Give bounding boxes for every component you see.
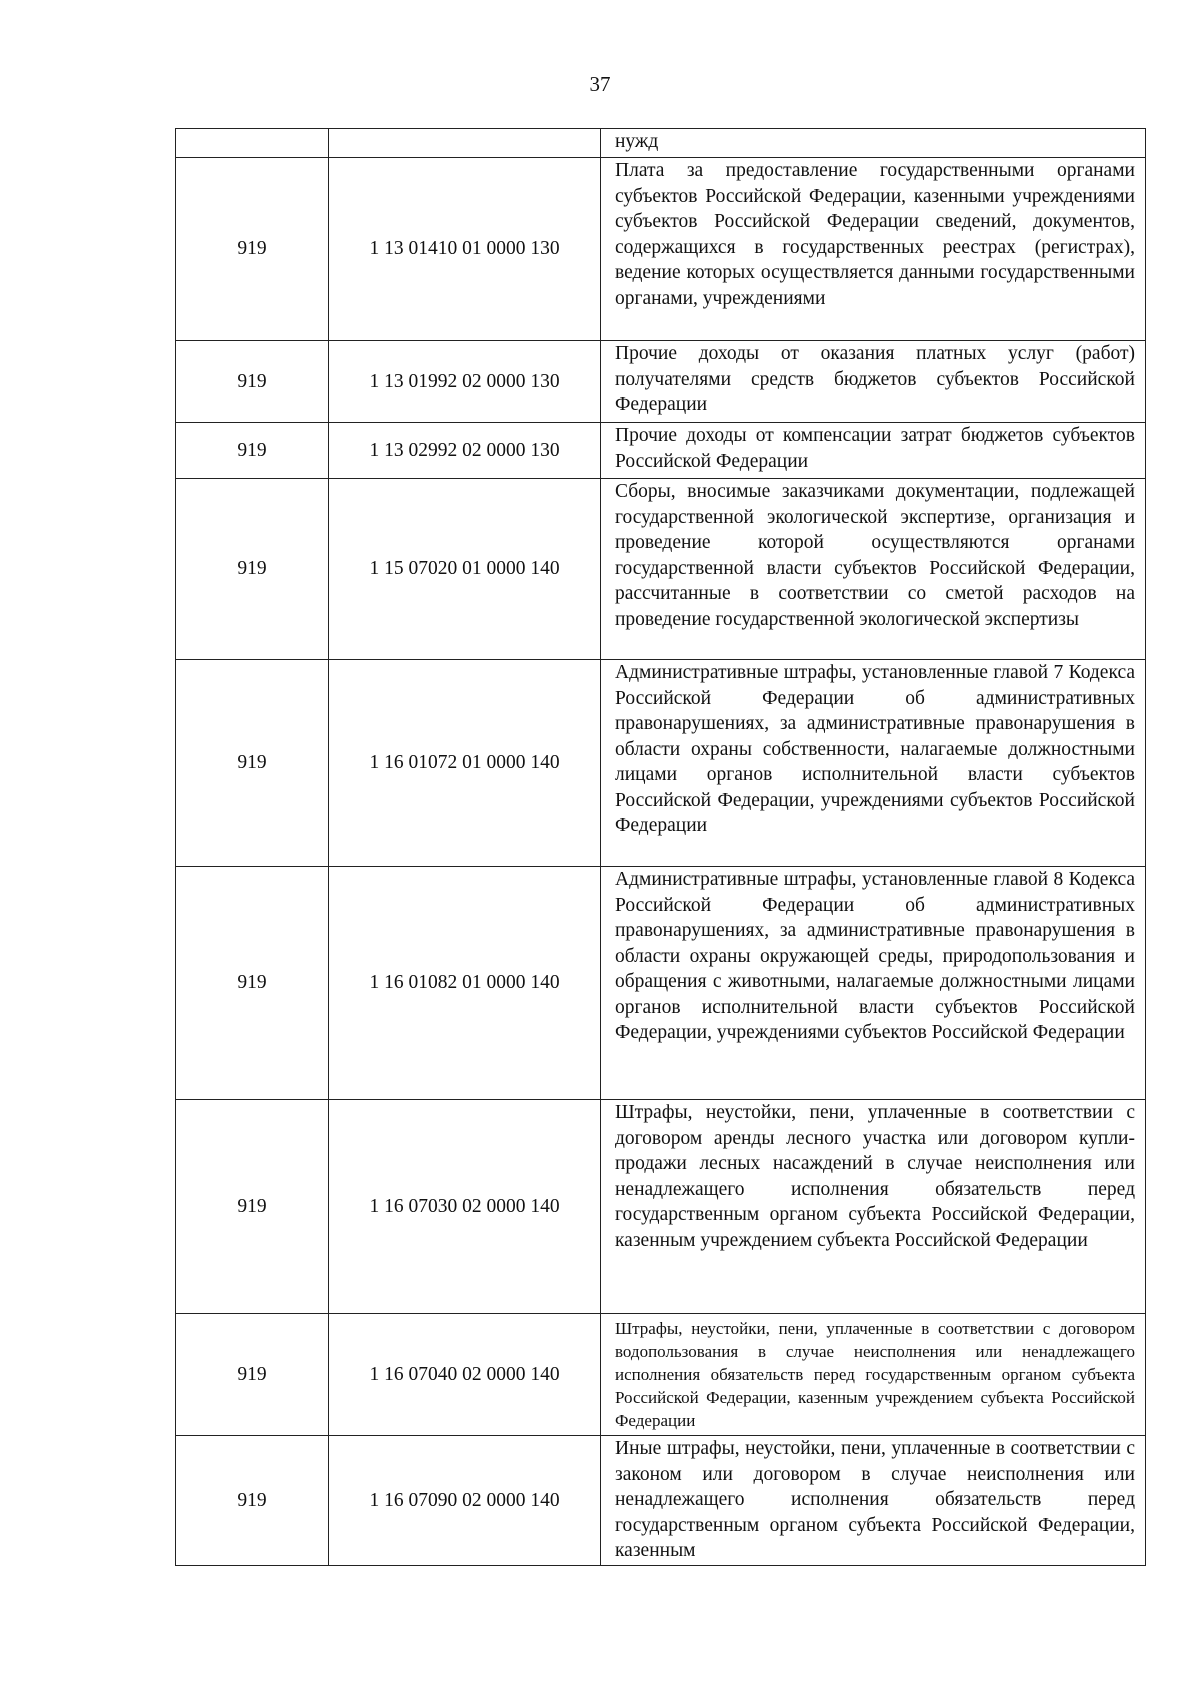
table-row [176, 479, 1146, 660]
revenue-code-cell [329, 129, 601, 158]
revenue-code-cell: 1 13 01410 01 0000 130 [329, 158, 601, 341]
table-row [176, 341, 1146, 423]
revenue-code-cell: 1 16 07030 02 0000 140 [329, 1100, 601, 1314]
revenue-name-cell: Прочие доходы от компенсации затрат бюджетов субъектов Российской Федерации [601, 423, 1146, 479]
revenue-code-cell: 1 15 07020 01 0000 140 [329, 479, 601, 660]
revenue-code-cell: 1 16 07040 02 0000 140 [329, 1314, 601, 1436]
revenue-code-cell: 1 16 01082 01 0000 140 [329, 867, 601, 1100]
table-row [176, 1314, 1146, 1436]
revenue-name-cell: нужд [601, 129, 1146, 158]
revenue-name-cell: Плата за предоставление государственными органами субъектов Российской Федерации, казенными учреждениями субъектов Российской Федерации сведений, документов, содержащихся в государственных реестрах (регистрах), ведение которых осуществляется данными государственными органами, учреждениями [601, 158, 1146, 341]
admin-code-cell: 919 [176, 1100, 329, 1314]
table-row [176, 158, 1146, 341]
admin-code-cell: 919 [176, 341, 329, 423]
revenue-name-cell: Штрафы, неустойки, пени, уплаченные в соответствии с договором аренды лесного участка или договором купли-продажи лесных насаждений в случае неисполнения или ненадлежащего исполнения обязательств перед государственным органом субъекта Российской Федерации, казенным учреждением субъекта Российской Федерации [601, 1100, 1146, 1314]
revenue-name-cell: Сборы, вносимые заказчиками документации, подлежащей государственной экологической экспертизе, организация и проведение которой осуществляются органами государственной власти субъектов Российской Федерации, рассчитанные в соответствии со сметой расходов на проведение государственной экологической экспертизы [601, 479, 1146, 660]
revenue-name-cell: Прочие доходы от оказания платных услуг (работ) получателями средств бюджетов субъектов Российской Федерации [601, 341, 1146, 423]
page-number: 37 [589, 72, 611, 96]
admin-code-cell: 919 [176, 158, 329, 341]
revenue-name-cell: Административные штрафы, установленные главой 7 Кодекса Российской Федерации об административных правонарушениях, за административные правонарушения в области охраны собственности, налагаемые должностными лицами органов исполнительной власти субъектов Российской Федерации, учреждениями субъектов Российской Федерации [601, 660, 1146, 867]
admin-code-cell: 919 [176, 423, 329, 479]
revenue-code-cell: 1 16 07090 02 0000 140 [329, 1436, 601, 1566]
revenue-name-cell: Административные штрафы, установленные главой 8 Кодекса Российской Федерации об административных правонарушениях, за административные правонарушения в области охраны окружающей среды, природопользования и обращения с животными, налагаемые должностными лицами органов исполнительной власти субъектов Российской Федерации, учреждениями субъектов Российской Федерации [601, 867, 1146, 1100]
revenue-codes-table [175, 128, 1146, 1566]
revenue-code-cell: 1 13 02992 02 0000 130 [329, 423, 601, 479]
revenue-code-cell: 1 16 01072 01 0000 140 [329, 660, 601, 867]
revenue-name-cell: Штрафы, неустойки, пени, уплаченные в соответствии с договором водопользования в случае неисполнения или ненадлежащего исполнения обязательств перед государственным органом субъекта Российской Федерации, казенным учреждением субъекта Российской Федерации [601, 1314, 1146, 1436]
admin-code-cell: 919 [176, 479, 329, 660]
table-row [176, 1100, 1146, 1314]
admin-code-cell: 919 [176, 1436, 329, 1566]
table-row [176, 867, 1146, 1100]
admin-code-cell: 919 [176, 660, 329, 867]
admin-code-cell: 919 [176, 867, 329, 1100]
admin-code-cell [176, 129, 329, 158]
revenue-name-cell: Иные штрафы, неустойки, пени, уплаченные в соответствии с законом или договором в случае неисполнения или ненадлежащего исполнения обязательств перед государственным органом субъекта Российской Федерации, казенным [601, 1436, 1146, 1566]
revenue-code-cell: 1 13 01992 02 0000 130 [329, 341, 601, 423]
admin-code-cell: 919 [176, 1314, 329, 1436]
table-row [176, 129, 1146, 158]
table-row [176, 423, 1146, 479]
table-row [176, 660, 1146, 867]
table-row [176, 1436, 1146, 1566]
